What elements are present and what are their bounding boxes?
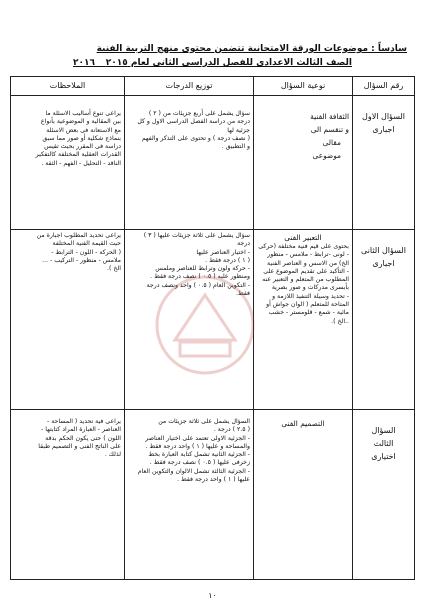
notes-cell xyxy=(11,230,125,410)
distribution-line: - الجزئية الثالثة تشمل الالوان والتكوين العام xyxy=(137,467,250,475)
distribution-line: جزئية لها xyxy=(227,126,250,134)
question-type-cell xyxy=(254,230,353,410)
question-label: السؤال الاول xyxy=(362,112,405,121)
type-line: - لونى -ترابط - ملامس - منظور xyxy=(267,251,349,259)
question-number-cell xyxy=(353,230,415,410)
type-line: المتاحة للمتعلم ( الوان جواش أو xyxy=(266,301,349,309)
notes-line: بنماذج شكلية أو صور مما سبق xyxy=(42,134,121,142)
notes-line: ملامس - منظور - التركيب - ... xyxy=(42,256,121,264)
type-line: الثقافة الفنية xyxy=(310,112,349,121)
distribution-line: - حركة ولون وترابط للعناصر وملمس xyxy=(155,265,250,273)
distribution-line: عليها ( ١ ) واحد درجة فقط . xyxy=(177,476,250,484)
distribution-line: السؤال يشمل على ثلاثة جزيئات من xyxy=(158,418,250,425)
question-label: السؤال xyxy=(371,426,396,435)
type-line: بحتوى على قيم فنية مختلفة (حركى xyxy=(258,243,349,250)
notes-cell xyxy=(11,410,125,580)
notes-line: بين المقالية و الموضوعية بأنواع xyxy=(40,118,121,126)
type-line: الخ) من الاسس و العناصر الفنية xyxy=(267,259,349,267)
type-heading: التصميم الفنى xyxy=(281,419,325,428)
notes-line: يراعى تنوع أساليب الاسئلة ما xyxy=(45,110,121,117)
distribution-line: ( ٢.٥ ) درجة . xyxy=(213,426,250,434)
distribution-line: - التكوين العام ( ٠.٥ ) واحد ونصف درجة xyxy=(146,281,250,289)
notes-line: اللون ) حتى يكون الحكم بدقة xyxy=(45,434,121,442)
distribution-line: ( نصف درجة ) و تحتوى على التذكر والفهم xyxy=(141,134,250,142)
section-title: سادساً : موضوعات الورقة الامتحانية تتضمن محتوى منهج التربية الفنية xyxy=(96,44,407,54)
type-line: - التأكيد على تقديم الموضوع على xyxy=(263,267,349,275)
distribution-line: - الجزئية الاولى تعتمد على اختيار العناصر xyxy=(145,434,250,442)
question-number-cell xyxy=(353,96,415,230)
header-question-type: نوعية السؤال xyxy=(254,77,353,96)
distribution-line: - اختيار العناصر عليها xyxy=(196,248,250,256)
distribution-line: سؤال يشمل على أربع جزيئات من ( ٢ ) xyxy=(148,110,250,117)
grade-distribution-cell xyxy=(125,96,254,230)
notes-line: الناقد - التحليل - الفهم - الثقة . xyxy=(41,159,121,167)
notes-line: حيث القيمة الفنية المختلفة xyxy=(52,240,121,248)
distribution-line: و التطبيق . xyxy=(221,143,250,151)
question-type-cell xyxy=(254,96,353,230)
notes-line: يراعى تحديد المطلوب اجبارة من xyxy=(36,232,121,239)
site-logo-watermark xyxy=(150,270,260,380)
question-mode: اختيارى xyxy=(371,452,396,461)
notes-line: لذلك . xyxy=(104,451,121,459)
section-subtitle: الصف الثالث الاعدادى للفصل الدراسى الثانى لعام ٢٠١٥ _ ٢٠١٦ xyxy=(73,58,352,68)
distribution-line: درجة xyxy=(237,240,250,248)
type-line: بأبسرى مدركات و صور بصرية xyxy=(271,284,349,292)
notes-line: ( الحركة - اللون - الترابط - xyxy=(51,248,121,256)
notes-line: يراعى فية تحديد ( المساحة - xyxy=(47,418,121,425)
notes-cell xyxy=(11,96,125,230)
distribution-line: فقط. xyxy=(236,290,250,298)
distribution-line: درجة من دراسة الفصل الدراسى الاول و كل xyxy=(137,118,250,126)
distribution-line: - الجزئية الثانية تشمل كتابة العبارة بخط xyxy=(148,451,250,459)
distribution-line: ( ١ ) درجة فقط . xyxy=(205,256,250,264)
type-line: مقالى xyxy=(322,138,341,147)
notes-line: القدرات العقلية المختلفة كالتفكير xyxy=(35,151,121,159)
distribution-line: زخرفى عليها ( ٠.٥ ) نصف درجة فقط . xyxy=(149,459,250,467)
page-number: ١٠ xyxy=(208,591,217,600)
notes-line: دراسة فى المقرر بحيث تقيس xyxy=(44,143,121,151)
table-row xyxy=(11,96,415,230)
header-notes: الملاحظات xyxy=(11,77,125,96)
distribution-line: سؤال يشمل على ثلاثة جزيئات عليها ( ٣ ) xyxy=(143,232,250,239)
distribution-line: والمساحة و عليها ( ١ ) واحد درجة فقط . xyxy=(145,442,250,450)
type-line: و تنقسم الى xyxy=(310,125,349,134)
type-line: ..الخ ). xyxy=(331,317,349,325)
question-number-cell xyxy=(353,410,415,580)
watermark-graphic xyxy=(157,277,253,373)
header-grade-distribution: توزيع الدرجات xyxy=(125,77,254,96)
type-line: مائية - شمع - قلومستر - خشب xyxy=(268,309,349,317)
notes-line: العناصر - العبارة المراد كتابتها - xyxy=(41,426,121,434)
type-line: موضوعى xyxy=(312,151,341,160)
question-mode: اجبارى xyxy=(372,259,395,268)
notes-line: الخ ). xyxy=(107,265,121,273)
question-type-cell xyxy=(254,410,353,580)
notes-line: مع الاستعانة فى بعض الاسئلة xyxy=(46,126,121,134)
table-header-row xyxy=(11,77,415,96)
question-label-ordinal: الثالث xyxy=(373,439,394,448)
question-mode: اجبارى xyxy=(372,125,395,134)
notes-line: على الناتج الفنى و التصميم طبقا xyxy=(38,442,121,450)
grade-distribution-cell xyxy=(125,410,254,580)
header-question-number: رقم السؤال xyxy=(353,77,415,96)
question-label: السؤال الثانى xyxy=(361,246,406,255)
type-line: المطلوب من المتعلم و التعبير عنه xyxy=(262,276,349,284)
table-row xyxy=(11,410,415,580)
type-line: - تحديد وسيلة التنفيذ اللازمة و xyxy=(272,292,349,300)
distribution-line: ومنظور عليه ( ٠.٥ ) نصف درجة فقط . xyxy=(150,273,250,281)
type-heading: التعبير الفنى xyxy=(284,233,322,242)
